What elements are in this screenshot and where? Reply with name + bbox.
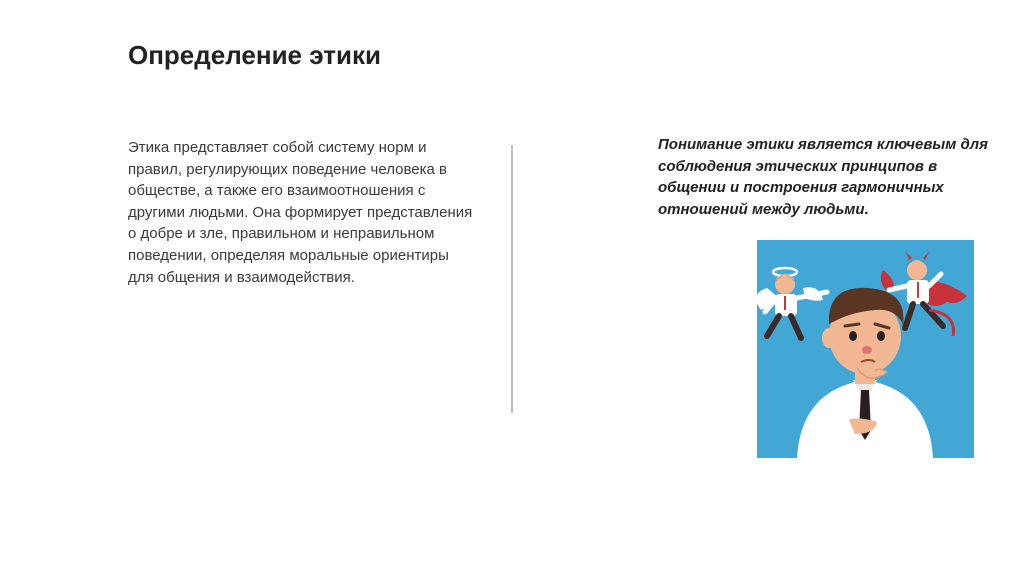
- ethics-definition-paragraph: Этика представляет собой систему норм и правил, регулирующих поведение человека в обществе, а также его взаимоотношения с другими людьми. Она формирует представления о добре и зле, правильном и неправильном поведении, определяя моральные ориентиры для общения и взаимодействия.: [128, 139, 473, 286]
- angel-figure-icon: [757, 268, 827, 338]
- column-divider: [511, 145, 513, 413]
- angel-devil-illustration: [757, 240, 974, 458]
- ethics-key-statement: Понимание этики является ключевым для соблюдения этических принципов в общении и построения гармоничных отношений между людьми.: [658, 136, 988, 218]
- slide-title: Определение этики: [128, 40, 381, 70]
